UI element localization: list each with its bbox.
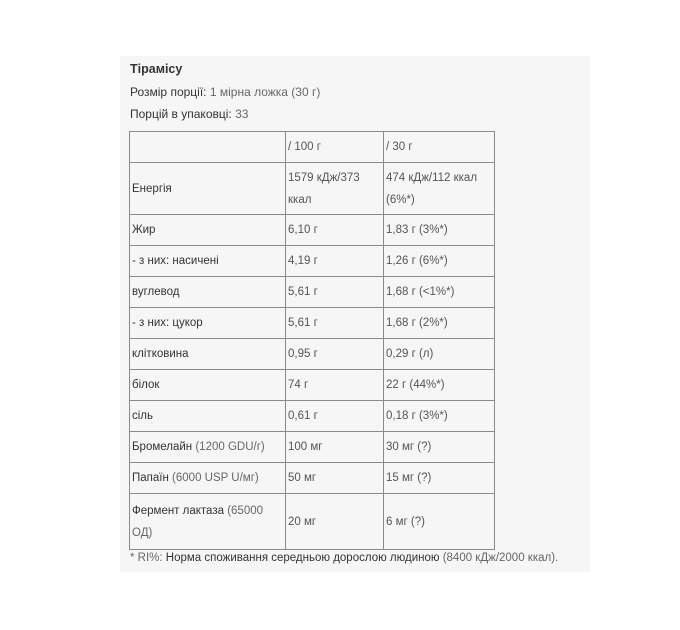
servings-value: 33 [235,107,249,121]
row-per30: 1,83 г (3%*) [384,215,495,246]
row-per100: 0,61 г [286,401,384,432]
row-name: - з них: насичені [130,246,286,277]
serving-size [130,85,320,99]
table-row [130,370,495,401]
row-per100: 20 мг [286,494,384,550]
row-name: Фермент лактаза [132,504,224,517]
header-cell-per100: / 100 г [286,132,384,163]
row-per100: 5,61 г [286,277,384,308]
row-name: Енергія [130,163,286,215]
row-name: вуглевод [130,277,286,308]
row-per30: 6 мг (?) [384,494,495,550]
row-name: Жир [130,215,286,246]
row-per100: 5,61 г [286,308,384,339]
table-row [130,215,495,246]
table-row [130,277,495,308]
product-title: Тірамісу [130,62,183,76]
row-name: білок [130,370,286,401]
table-row [130,463,495,494]
row-per30: 15 мг (?) [384,463,495,494]
row-per30: 1,68 г (2%*) [384,308,495,339]
table-row [130,246,495,277]
footnote-text: Норма споживання середньою дорослою людиною [165,552,440,564]
table-row [130,401,495,432]
header-cell-per30: / 30 г [384,132,495,163]
table-row [130,339,495,370]
row-per30: 22 г (44%*) [384,370,495,401]
row-per30: 0,18 г (3%*) [384,401,495,432]
row-per30: 1,26 г (6%*) [384,246,495,277]
row-per30: 474 кДж/112 ккал (6%*) [384,163,495,215]
row-note: (1200 GDU/г) [195,441,265,453]
footnote-prefix: * RI%: [130,552,163,564]
row-per100: 6,10 г [286,215,384,246]
row-per30: 30 мг (?) [384,432,495,463]
serving-size-label: Розмір порції: [130,85,207,99]
table-row [130,163,495,215]
row-name: - з них: цукор [130,308,286,339]
nutrition-table [129,131,495,550]
row-name-cell [130,463,286,494]
row-per30: 1,68 г (<1%*) [384,277,495,308]
row-note: (6000 USP U/мг) [172,472,259,484]
table-row [130,494,495,550]
header-cell-name [130,132,286,163]
row-per100: 50 мг [286,463,384,494]
footnote-suffix: (8400 кДж/2000 ккал). [442,552,559,564]
footnote [130,552,558,564]
row-per30: 0,29 г (л) [384,339,495,370]
row-name: Папаїн [132,472,169,484]
row-note: (65000 ОД) [132,504,264,539]
row-name: Бромелайн [132,441,193,453]
row-name: клітковина [130,339,286,370]
row-per100: 100 мг [286,432,384,463]
row-name-cell [130,432,286,463]
table-header-row [130,132,495,163]
row-name-cell [130,494,286,550]
servings-per-pack [130,107,248,121]
row-per100: 0,95 г [286,339,384,370]
table-row [130,432,495,463]
row-per100: 4,19 г [286,246,384,277]
row-per100: 74 г [286,370,384,401]
serving-size-value: 1 мірна ложка (30 г) [209,85,321,99]
table-row [130,308,495,339]
row-name: сіль [130,401,286,432]
servings-label: Порцій в упаковці: [130,107,232,121]
row-per100: 1579 кДж/373 ккал [286,163,384,215]
